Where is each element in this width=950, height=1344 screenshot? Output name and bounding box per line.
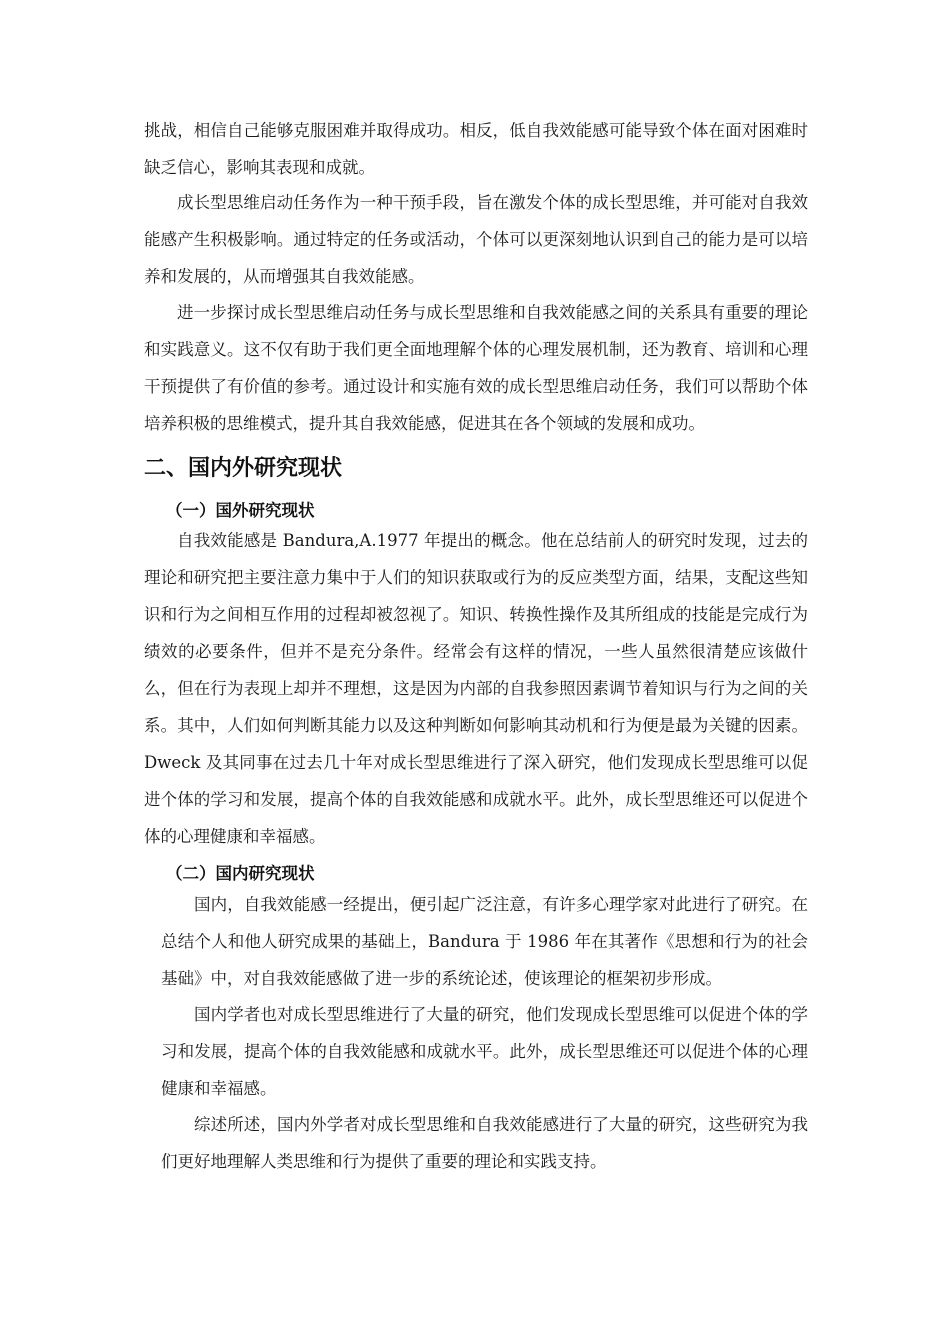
section-heading-research-status: 二、国内外研究现状	[144, 456, 343, 481]
subheading-domestic-research: （二）国内研究现状	[166, 864, 315, 883]
paragraph-summary: 综述所述，国内外学者对成长型思维和自我效能感进行了大量的研究，这些研究为我们更好地理解人类思维和行为提供了重要的理论和实践支持。	[161, 1115, 808, 1171]
subheading-foreign-research: （一）国外研究现状	[166, 501, 315, 520]
paragraph-domestic-research: 国内，自我效能感一经提出，便引起广泛注意，有许多心理学家对此进行了研究。在总结个人和他人研究成果的基础上，Bandura 于 1986 年在其著作《思想和行为的社会基础》中，对自我效能感做了进一步的系统论述，使该理论的框架初步形成。	[161, 895, 808, 988]
paragraph-intervention: 成长型思维启动任务作为一种干预手段，旨在激发个体的成长型思维，并可能对自我效能感产生积极影响。通过特定的任务或活动，个体可以更深刻地认识到自己的能力是可以培养和发展的，从而增强其自我效能感。	[144, 193, 808, 286]
paragraph-foreign-research: 自我效能感是 Bandura,A.1977 年提出的概念。他在总结前人的研究时发现，过去的理论和研究把主要注意力集中于人们的知识获取或行为的反应类型方面，结果，支配这些知识和行为之间相互作用的过程却被忽视了。知识、转换性操作及其所组成的技能是完成行为绩效的必要条件，但并不是充分条件。经常会有这样的情况，一些人虽然很清楚应该做什么，但在行为表现上却并不理想，这是因为内部的自我参照因素调节着知识与行为之间的关系。其中，人们如何判断其能力以及这种判断如何影响其动机和行为便是最为关键的因素。Dweck 及其同事在过去几十年对成长型思维进行了深入研究，他们发现成长型思维可以促进个体的学习和发展，提高个体的自我效能感和成就水平。此外，成长型思维还可以促进个体的心理健康和幸福感。	[144, 531, 808, 846]
paragraph-significance: 进一步探讨成长型思维启动任务与成长型思维和自我效能感之间的关系具有重要的理论和实践意义。这不仅有助于我们更全面地理解个体的心理发展机制，还为教育、培训和心理干预提供了有价值的参考。通过设计和实施有效的成长型思维启动任务，我们可以帮助个体培养积极的思维模式，提升其自我效能感，促进其在各个领域的发展和成功。	[144, 303, 808, 433]
paragraph-domestic-scholars: 国内学者也对成长型思维进行了大量的研究，他们发现成长型思维可以促进个体的学习和发展，提高个体的自我效能感和成就水平。此外，成长型思维还可以促进个体的心理健康和幸福感。	[161, 1005, 808, 1098]
paragraph-intro-continued: 挑战，相信自己能够克服困难并取得成功。相反，低自我效能感可能导致个体在面对困难时缺乏信心，影响其表现和成就。	[144, 121, 808, 177]
